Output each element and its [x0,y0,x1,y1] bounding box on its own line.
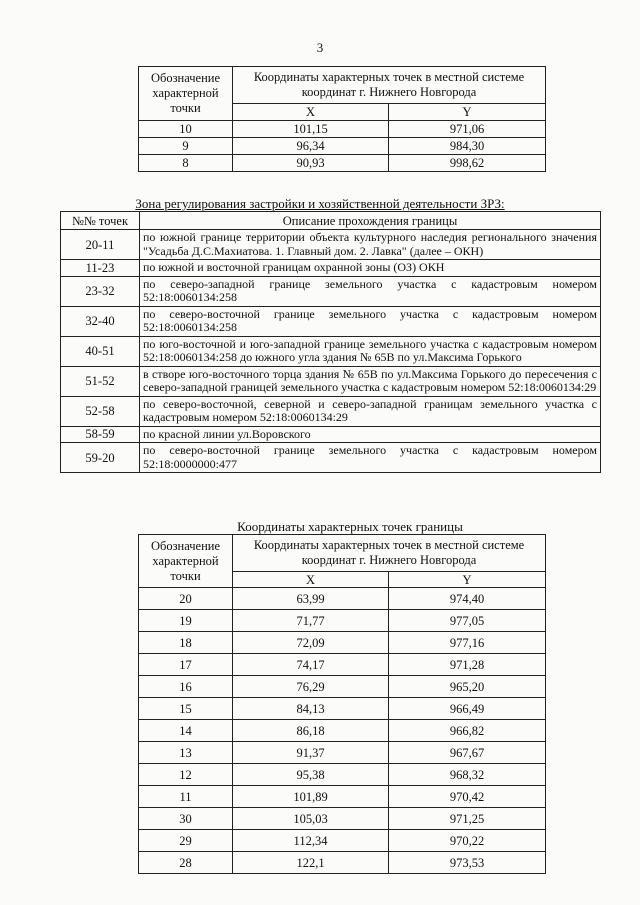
x-cell: 90,93 [233,155,389,172]
table-row [61,366,601,396]
table-row [139,632,546,654]
table-row [139,155,546,172]
x-header: X [233,104,389,121]
page-number: 3 [316,40,324,55]
points-cell: 52-58 [61,396,140,426]
description-cell: по южной границе территории объекта культурного наследия регионального значения "Усадьба Д.С.Махиатова. 1. Главный дом. 2. Лавка" (далее – ОКН) [140,230,601,260]
description-cell: по красной линии ул.Воровского [140,426,601,443]
point-cell: 12 [139,764,233,786]
x-cell: 72,09 [233,632,389,654]
y-cell: 984,30 [389,138,546,155]
x-cell: 76,29 [233,676,389,698]
description-header: Описание прохождения границы [140,212,601,230]
point-cell: 8 [139,155,233,172]
y-cell: 968,32 [389,764,546,786]
table-row [139,830,546,852]
x-cell: 71,77 [233,610,389,632]
point-cell: 19 [139,610,233,632]
points-cell: 58-59 [61,426,140,443]
y-cell: 970,22 [389,830,546,852]
point-cell: 13 [139,742,233,764]
y-cell: 974,40 [389,588,546,610]
table-row [139,720,546,742]
description-cell: в створе юго-восточного торца здания № 65В по ул.Максима Горького до пересечения с северо-западной границей земельного участка с кадастровым номером 52:18:0060134:29 [140,366,601,396]
table-row [61,396,601,426]
y-cell: 973,53 [389,852,546,874]
x-cell: 101,89 [233,786,389,808]
point-cell: 20 [139,588,233,610]
y-cell: 966,82 [389,720,546,742]
description-cell: по юго-восточной и юго-западной границе земельного участка с кадастровым номером 52:18:0060134:258 до южного угла здания № 65В по ул.Максима Горького [140,336,601,366]
coords-header: Координаты характерных точек в местной системе координат г. Нижнего Новгорода [233,535,546,572]
table-row [61,260,601,277]
table-row [139,786,546,808]
y-cell: 977,16 [389,632,546,654]
table-row [61,306,601,336]
x-cell: 95,38 [233,764,389,786]
coordinates-table-2 [138,534,546,874]
points-cell: 11-23 [61,260,140,277]
y-cell: 998,62 [389,155,546,172]
y-cell: 971,25 [389,808,546,830]
table-row [139,138,546,155]
description-cell: по южной и восточной границам охранной зоны (ОЗ) ОКН [140,260,601,277]
coordinates-table-1 [138,66,546,172]
x-cell: 84,13 [233,698,389,720]
point-cell: 16 [139,676,233,698]
points-cell: 20-11 [61,230,140,260]
table-row [61,443,601,473]
point-cell: 11 [139,786,233,808]
x-cell: 101,15 [233,121,389,138]
points-cell: 32-40 [61,306,140,336]
x-cell: 122,1 [233,852,389,874]
table-row [139,742,546,764]
x-cell: 105,03 [233,808,389,830]
x-cell: 86,18 [233,720,389,742]
table-row [139,121,546,138]
table-row [61,276,601,306]
point-cell: 18 [139,632,233,654]
x-cell: 63,99 [233,588,389,610]
x-cell: 91,37 [233,742,389,764]
table-row [139,852,546,874]
point-cell: 17 [139,654,233,676]
description-cell: по северо-западной границе земельного участка с кадастровым номером 52:18:0060134:258 [140,276,601,306]
x-cell: 96,34 [233,138,389,155]
description-cell: по северо-восточной границе земельного участка с кадастровым номером 52:18:0060134:258 [140,306,601,336]
point-cell: 10 [139,121,233,138]
coords-header: Координаты характерных точек в местной системе координат г. Нижнего Новгорода [233,67,546,104]
zone-boundary-table [60,211,601,473]
points-cell: 23-32 [61,276,140,306]
zone-title: Зона регулирования застройки и хозяйственной деятельности ЗРЗ: [135,196,505,211]
point-header: Обозначение характерной точки [139,535,233,588]
coordinates-title: Координаты характерных точек границы [237,519,463,534]
description-cell: по северо-восточной, северной и северо-западной границам земельного участка с кадастровым номером 52:18:0060134:29 [140,396,601,426]
x-cell: 74,17 [233,654,389,676]
y-cell: 967,67 [389,742,546,764]
points-cell: 40-51 [61,336,140,366]
table-row [139,610,546,632]
point-cell: 28 [139,852,233,874]
table-row [61,336,601,366]
point-cell: 9 [139,138,233,155]
point-cell: 15 [139,698,233,720]
x-cell: 112,34 [233,830,389,852]
y-cell: 971,28 [389,654,546,676]
table-row [61,230,601,260]
table-row [139,698,546,720]
description-cell: по северо-восточной границе земельного участка с кадастровым номером 52:18:0000000:477 [140,443,601,473]
y-header: Y [389,104,546,121]
points-cell: 51-52 [61,366,140,396]
point-cell: 29 [139,830,233,852]
point-cell: 14 [139,720,233,742]
y-cell: 966,49 [389,698,546,720]
table-row [61,426,601,443]
table-row [139,676,546,698]
y-header: Y [389,572,546,588]
y-cell: 965,20 [389,676,546,698]
y-cell: 977,05 [389,610,546,632]
table-row [139,654,546,676]
y-cell: 971,06 [389,121,546,138]
points-header: №№ точек [61,212,140,230]
table-row [139,808,546,830]
table-row [139,588,546,610]
points-cell: 59-20 [61,443,140,473]
x-header: X [233,572,389,588]
y-cell: 970,42 [389,786,546,808]
point-cell: 30 [139,808,233,830]
table-row [139,764,546,786]
point-header: Обозначение характерной точки [139,67,233,121]
